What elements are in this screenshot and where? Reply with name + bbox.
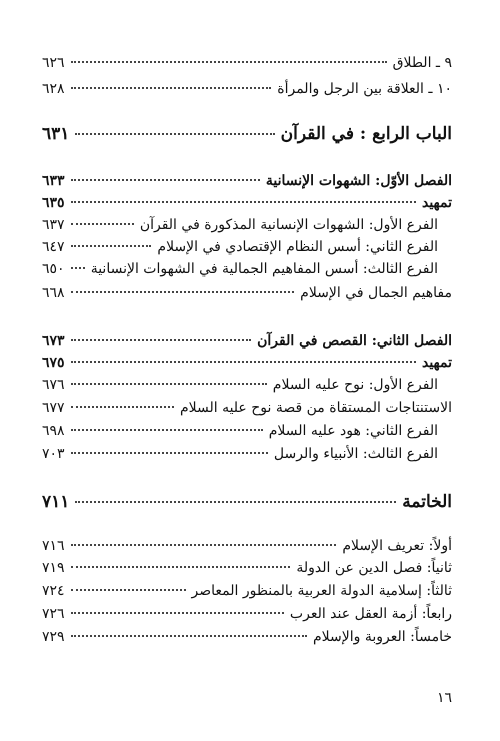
toc-entry-page: ٦٩٨: [42, 423, 65, 439]
dot-leader: [71, 87, 272, 89]
toc-entry-page: ٧١١: [42, 492, 70, 512]
toc-entry-page: ٦٦٨: [42, 285, 65, 301]
toc-entry-page: ٦٤٧: [42, 239, 65, 255]
dot-leader: [71, 361, 416, 363]
toc-entry-title: الفرع الأول: نوح عليه السلام: [272, 377, 438, 393]
toc-entry-page: ٧٢٩: [42, 629, 65, 645]
toc-entry-page: ٦٧٣: [42, 333, 65, 349]
toc-entry-title: الفرع الثاني: أسس النظام الإقتصادي في الإسلام: [157, 239, 438, 255]
toc-entry-title: أولاً: تعريف الإسلام: [342, 538, 452, 554]
toc-entry: [42, 374, 452, 396]
toc-entry: [42, 626, 452, 648]
toc-entry-page: ٦٥٠: [42, 261, 65, 277]
toc-entry-page: ٦٢٨: [42, 81, 65, 97]
toc-entry-page: ٧١٦: [42, 538, 65, 554]
dot-leader: [71, 566, 291, 568]
toc-entry: [42, 580, 452, 602]
toc-entry-title: الباب الرابع : في القرآن: [280, 124, 452, 144]
toc-entry: [42, 236, 452, 258]
dot-leader: [71, 406, 174, 408]
toc-entry-title: الفرع الثالث: الأنبياء والرسل: [273, 446, 438, 462]
toc-entry-title: الفرع الثاني: هود عليه السلام: [268, 423, 438, 439]
toc-entry-title: خامساً: العروبة والإسلام: [313, 629, 452, 645]
dot-leader: [71, 179, 260, 181]
toc-entry: [42, 420, 452, 442]
toc-entry: [42, 282, 452, 304]
toc-entry-page: ٦٧٦: [42, 377, 65, 393]
toc-entry-title: الخاتمة: [402, 492, 452, 512]
dot-leader: [71, 612, 284, 614]
toc-entry-page: ٦٣٣: [42, 173, 65, 189]
toc-entry-page: ٦٧٥: [42, 355, 65, 371]
toc-entry-title: تمهيد: [421, 195, 452, 211]
toc-entry-page: ٧٢٤: [42, 583, 65, 599]
dot-leader: [71, 291, 295, 293]
dot-leader: [71, 267, 85, 269]
toc-section-heading: [42, 120, 452, 148]
toc-entry-page: ٧١٩: [42, 560, 65, 576]
dot-leader: [71, 452, 268, 454]
toc-entry-title: الفصل الثاني: القصص في القرآن: [257, 333, 452, 349]
toc-entry: [42, 557, 452, 579]
toc-entry: [42, 535, 452, 557]
toc-entry-page: ٦٣١: [42, 124, 70, 144]
dot-leader: [71, 429, 263, 431]
dot-leader: [75, 501, 396, 503]
toc-entry-title: ثانياً: فصل الدين عن الدولة: [296, 560, 452, 576]
toc-entry-page: ٧٠٣: [42, 446, 65, 462]
dot-leader: [71, 223, 134, 225]
toc-entry: [42, 352, 452, 374]
dot-leader: [71, 635, 307, 637]
toc-chapter-heading: [42, 330, 452, 352]
toc-entry-page: ٦٢٦: [42, 55, 65, 71]
page-number: ١٦: [436, 690, 452, 706]
toc-entry-title: الفرع الثالث: أسس المفاهيم الجمالية في الشهوات الإنسانية: [90, 261, 438, 277]
toc-entry-page: ٦٣٥: [42, 195, 65, 211]
toc-entry-title: الفصل الأوّل: الشهوات الإنسانية: [265, 173, 452, 189]
dot-leader: [71, 245, 152, 247]
toc-entry: [42, 78, 452, 100]
toc-entry: [42, 603, 452, 625]
toc-entry-page: ٧٢٦: [42, 606, 65, 622]
dot-leader: [71, 383, 267, 385]
dot-leader: [71, 589, 186, 591]
dot-leader: [75, 133, 274, 135]
toc-entry: [42, 192, 452, 214]
toc-entry: [42, 443, 452, 465]
toc-chapter-heading: [42, 170, 452, 192]
toc-entry-title: ١٠ ـ العلاقة بين الرجل والمرأة: [277, 81, 452, 97]
toc-entry-page: ٦٣٧: [42, 217, 65, 233]
toc-section-heading: [42, 488, 452, 516]
toc-entry: [42, 397, 452, 419]
toc-entry: [42, 52, 452, 74]
dot-leader: [71, 544, 337, 546]
toc-entry-title: الاستنتاجات المستقاة من قصة نوح عليه السلام: [179, 400, 452, 416]
dot-leader: [71, 61, 387, 63]
toc-entry: [42, 258, 452, 280]
toc-entry-title: ٩ ـ الطلاق: [392, 55, 452, 71]
toc-entry-title: مفاهيم الجمال في الإسلام: [300, 285, 452, 301]
toc-entry-page: ٦٧٧: [42, 400, 65, 416]
toc-entry-title: تمهيد: [421, 355, 452, 371]
toc-entry-title: الفرع الأول: الشهوات الإنسانية المذكورة في القرآن: [139, 217, 438, 233]
toc-entry: [42, 214, 452, 236]
dot-leader: [71, 201, 416, 203]
toc-entry-title: ثالثاً: إسلامية الدولة العربية بالمنظور المعاصر: [191, 583, 452, 599]
toc-entry-title: رابعاً: أزمة العقل عند العرب: [289, 606, 452, 622]
dot-leader: [71, 339, 252, 341]
